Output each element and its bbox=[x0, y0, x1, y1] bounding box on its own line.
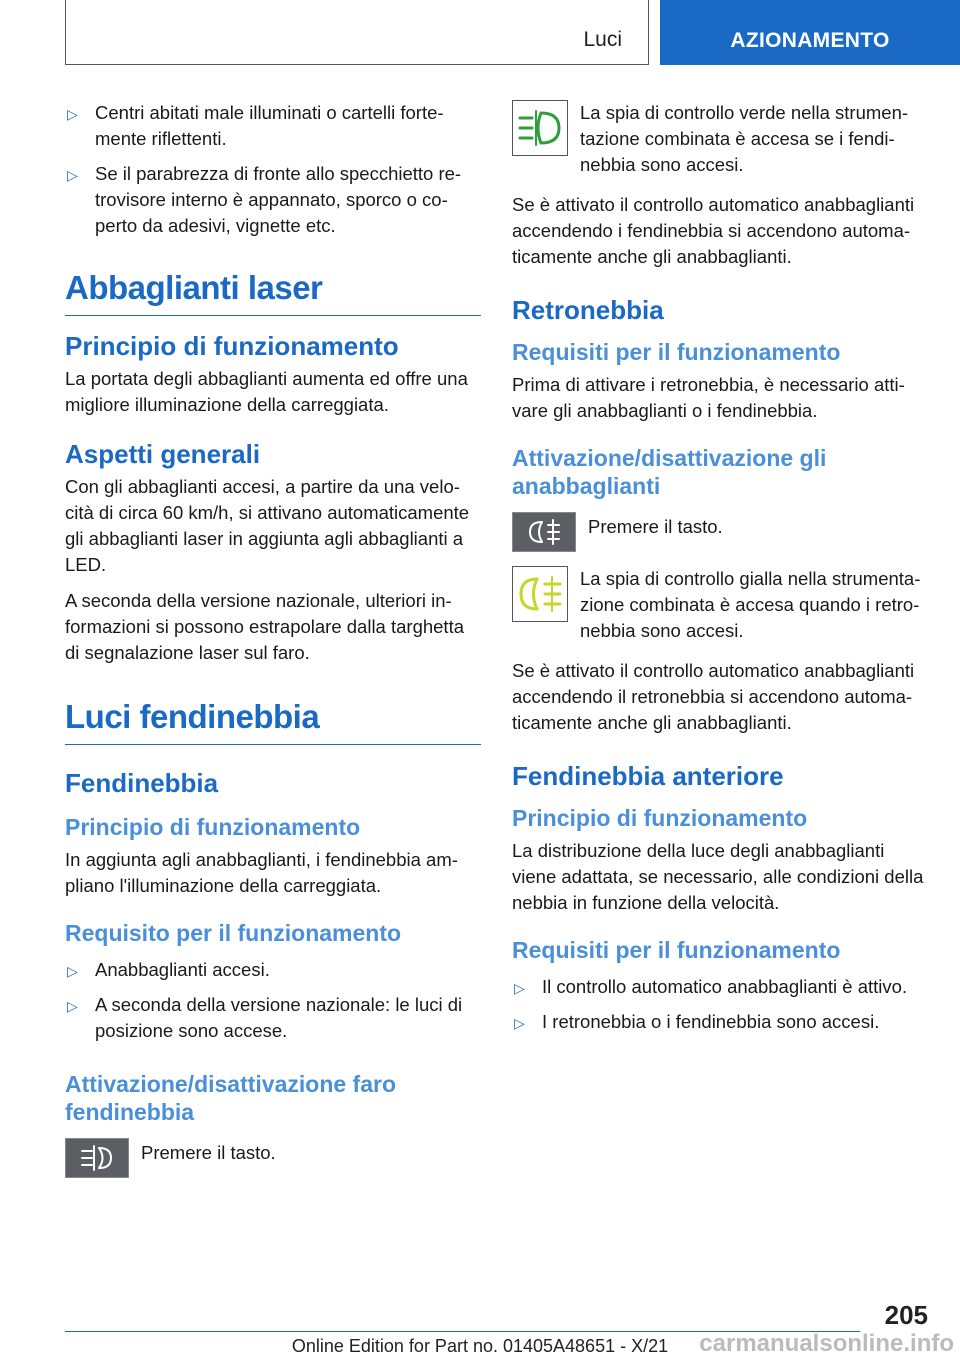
heading-abbaglianti-laser: Abbaglianti laser bbox=[65, 269, 481, 316]
heading-fendinebbia-anteriore: Fendinebbia anteriore bbox=[512, 761, 784, 791]
list-item: ▷ A seconda della versione nazionale: le luci di posizione sono accese. bbox=[67, 994, 463, 1041]
yellow-lamp-row bbox=[512, 566, 930, 644]
triangle-bullet-icon: ▷ bbox=[67, 963, 78, 979]
paragraph-principio-anteriore: La distribuzione della luce degli anabbaglianti viene adattata, se necessario, alle condizioni della nebbia in funzione della velocità. bbox=[512, 840, 924, 913]
header-section-box bbox=[65, 0, 649, 65]
paragraph-principio: La portata degli abbaglianti aumenta ed offre una migliore illuminazione della carreggiata. bbox=[65, 368, 468, 415]
paragraph-auto-retronebbia: Se è attivato il controllo automatico anabbaglianti accendendo il retronebbia si accendono automa-ticamente anche gli anabbaglianti. bbox=[512, 660, 915, 733]
list-item: ▷ I retronebbia o i fendinebbia sono accesi. bbox=[512, 1009, 930, 1035]
front-fog-symbol-icon bbox=[79, 1145, 115, 1171]
triangle-bullet-icon: ▷ bbox=[67, 998, 78, 1014]
paragraph-fendinebbia-principio: In aggiunta agli anabbaglianti, i fendinebbia am-pliano l'illuminazione della carreggiata. bbox=[65, 849, 458, 896]
heading-luci-fendinebbia: Luci fendinebbia bbox=[65, 698, 481, 745]
heading-principio-fendinebbia: Principio di funzionamento bbox=[65, 814, 361, 840]
header-section-title: Luci bbox=[583, 28, 622, 51]
rear-fog-button-icon bbox=[512, 512, 576, 552]
green-fog-symbol-icon bbox=[517, 109, 563, 147]
paragraph-aspetti-2: A seconda della versione nazionale, ulteriori in-formazioni si possono estrapolare dalla targhetta di segnalazione laser sul faro. bbox=[65, 590, 465, 663]
page-number: 205 bbox=[884, 1300, 928, 1330]
heading-fendinebbia: Fendinebbia bbox=[65, 768, 219, 798]
front-fog-button-icon bbox=[65, 1138, 129, 1178]
footer-edition-text: Online Edition for Part no. 01405A48651 - X/21 bbox=[291, 1336, 669, 1356]
bullet-list-top bbox=[65, 100, 481, 239]
right-column bbox=[512, 100, 930, 1045]
header-chapter-tab bbox=[660, 0, 960, 65]
spia-gialla-text: La spia di controllo gialla nella strumenta-zione combinata è accesa quando i retro-nebbia sono accesi. bbox=[580, 568, 921, 641]
heading-requisiti-anteriore: Requisiti per il funzionamento bbox=[512, 937, 841, 963]
triangle-bullet-icon: ▷ bbox=[67, 106, 78, 122]
heading-attivazione-fendinebbia: Attivazione/disattivazione faro fendinebbia bbox=[65, 1071, 397, 1125]
bullet-list-requisiti-anteriore bbox=[512, 974, 930, 1035]
heading-aspetti-generali: Aspetti generali bbox=[65, 439, 261, 469]
triangle-bullet-icon: ▷ bbox=[67, 167, 78, 183]
heading-principio-anteriore: Principio di funzionamento bbox=[512, 805, 808, 831]
footer-watermark: carmanualsonline.info bbox=[699, 1330, 954, 1357]
header-chapter-title: AZIONAMENTO bbox=[730, 29, 890, 52]
heading-requisito: Requisito per il funzionamento bbox=[65, 920, 402, 946]
premere-tasto-text: Premere il tasto. bbox=[588, 516, 723, 537]
spia-verde-text: La spia di controllo verde nella strumen-tazione combinata è accesa se i fendi-nebbia sono accesi. bbox=[580, 102, 909, 175]
heading-retronebbia: Retronebbia bbox=[512, 295, 664, 325]
yellow-fog-symbol-icon bbox=[517, 575, 563, 613]
bullet-list-requisito bbox=[65, 957, 481, 1044]
list-item: ▷ Se il parabrezza di fronte allo specchietto re-trovisore interno è appannato, sporco o co-perto da adesivi, vignette etc. bbox=[67, 163, 462, 236]
heading-attivazione-retronebbia: Attivazione/disattivazione gli anabbaglianti bbox=[512, 445, 827, 499]
list-item: ▷ Anabbaglianti accesi. bbox=[65, 957, 481, 983]
paragraph-aspetti-1: Con gli abbaglianti accesi, a partire da una velo-cità di circa 60 km/h, si attivano automaticamente gli abbaglianti laser in aggiunta agli abbaglianti a LED. bbox=[65, 476, 470, 575]
list-item: ▷ Il controllo automatico anabbaglianti è attivo. bbox=[512, 974, 930, 1000]
rear-fog-button-row bbox=[512, 512, 930, 552]
paragraph-requisiti-retronebbia: Prima di attivare i retronebbia, è necessario atti-vare gli anabbaglianti o i fendinebbia. bbox=[512, 374, 905, 421]
triangle-bullet-icon: ▷ bbox=[514, 1015, 525, 1031]
heading-principio: Principio di funzionamento bbox=[65, 331, 399, 361]
rear-fog-symbol-icon bbox=[526, 519, 562, 545]
green-lamp-row bbox=[512, 100, 930, 178]
green-front-fog-lamp-icon bbox=[512, 100, 568, 156]
fog-button-row bbox=[65, 1138, 481, 1178]
triangle-bullet-icon: ▷ bbox=[514, 980, 525, 996]
list-item: ▷ Centri abitati male illuminati o cartelli forte-mente riflettenti. bbox=[67, 102, 444, 149]
premere-tasto-text: Premere il tasto. bbox=[141, 1142, 276, 1163]
left-column bbox=[65, 100, 481, 1192]
paragraph-auto-fendinebbia: Se è attivato il controllo automatico anabbaglianti accendendo i fendinebbia si accendono automa-ticamente anche gli anabbaglianti. bbox=[512, 194, 915, 267]
yellow-rear-fog-lamp-icon bbox=[512, 566, 568, 622]
heading-requisiti-retronebbia: Requisiti per il funzionamento bbox=[512, 339, 841, 365]
